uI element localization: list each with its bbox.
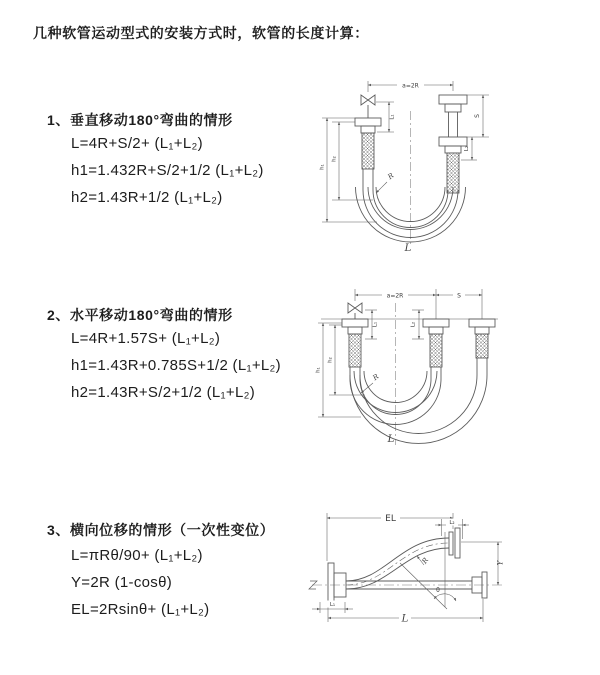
- diagram-horizontal-bend: [313, 283, 600, 453]
- right-flange-top: [439, 95, 467, 104]
- section-2-formula-h1: h1=1.43R+0.785S+1/2 (L₁+L₂): [71, 357, 281, 374]
- radius-label: R: [386, 171, 396, 182]
- section-1-formula-h1: h1=1.432R+S/2+1/2 (L₁+L₂): [71, 162, 264, 179]
- dimension-lines: [312, 513, 502, 622]
- dim-label-l1: L₁: [372, 321, 379, 328]
- angle-label: θ: [436, 587, 440, 594]
- radius-label: R: [371, 372, 381, 383]
- hose-assembly: [355, 95, 467, 242]
- dim-label-y: Y: [496, 560, 505, 566]
- valve-icon: [361, 95, 375, 105]
- diagram-lateral-displacement: [305, 505, 600, 655]
- section-2-heading: 2、水平移动180°弯曲的情形: [47, 307, 233, 323]
- dim-label-h1: h₁: [315, 367, 322, 373]
- valve-icon: [348, 303, 362, 313]
- hose-assembly: [328, 528, 487, 607]
- dim-label-l2: L₂: [410, 321, 417, 328]
- section-3-formula-Y: Y=2R (1-cosθ): [71, 574, 173, 591]
- section-1-heading: 1、垂直移动180°弯曲的情形: [47, 112, 233, 128]
- length-label: L: [404, 243, 412, 254]
- page-title: 几种软管运动型式的安装方式时，软管的长度计算：: [33, 25, 369, 41]
- radius-label: R: [420, 556, 431, 566]
- section-2-formula-L: L=4R+1.57S+ (L₁+L₂): [71, 330, 221, 347]
- dim-label-s: S: [457, 292, 461, 300]
- section-1-formula-h2: h2=1.43R+1/2 (L₁+L₂): [71, 189, 223, 206]
- dim-label-l1: L₁: [329, 602, 336, 608]
- section-1-formula-L: L=4R+S/2+ (L₁+L₂): [71, 135, 203, 152]
- section-2-formula-h2: h2=1.43R+S/2+1/2 (L₁+L₂): [71, 384, 256, 401]
- dim-label-l1: L₁: [389, 114, 396, 120]
- dim-label-h2: h₂: [327, 357, 334, 363]
- dim-label-l2: L₂: [449, 520, 455, 526]
- hose-assembly: [342, 303, 495, 443]
- dim-label-el: EL: [385, 514, 396, 524]
- section-3-formula-EL: EL=2Rsinθ+ (L₁+L₂): [71, 601, 210, 618]
- dim-label-l2: L₂: [464, 145, 470, 152]
- dimension-lines: [315, 289, 498, 417]
- dim-label-s: S: [474, 114, 481, 118]
- section-3-formula-L: L=πRθ/90+ (L₁+L₂): [71, 547, 203, 564]
- dim-label-span: a=2R: [386, 292, 404, 300]
- section-3-heading: 3、横向位移的情形（一次性变位）: [47, 522, 275, 538]
- dim-label-span: a=2R: [402, 82, 419, 90]
- diagram-vertical-bend: [315, 75, 593, 257]
- dim-label-h1: h₁: [319, 164, 326, 170]
- left-flange: [355, 118, 381, 126]
- left-braid: [362, 133, 374, 169]
- right-flange-bottom: [439, 137, 467, 146]
- length-label: L: [387, 434, 395, 445]
- length-label: L: [401, 613, 409, 625]
- dim-label-h2: h₂: [331, 156, 338, 162]
